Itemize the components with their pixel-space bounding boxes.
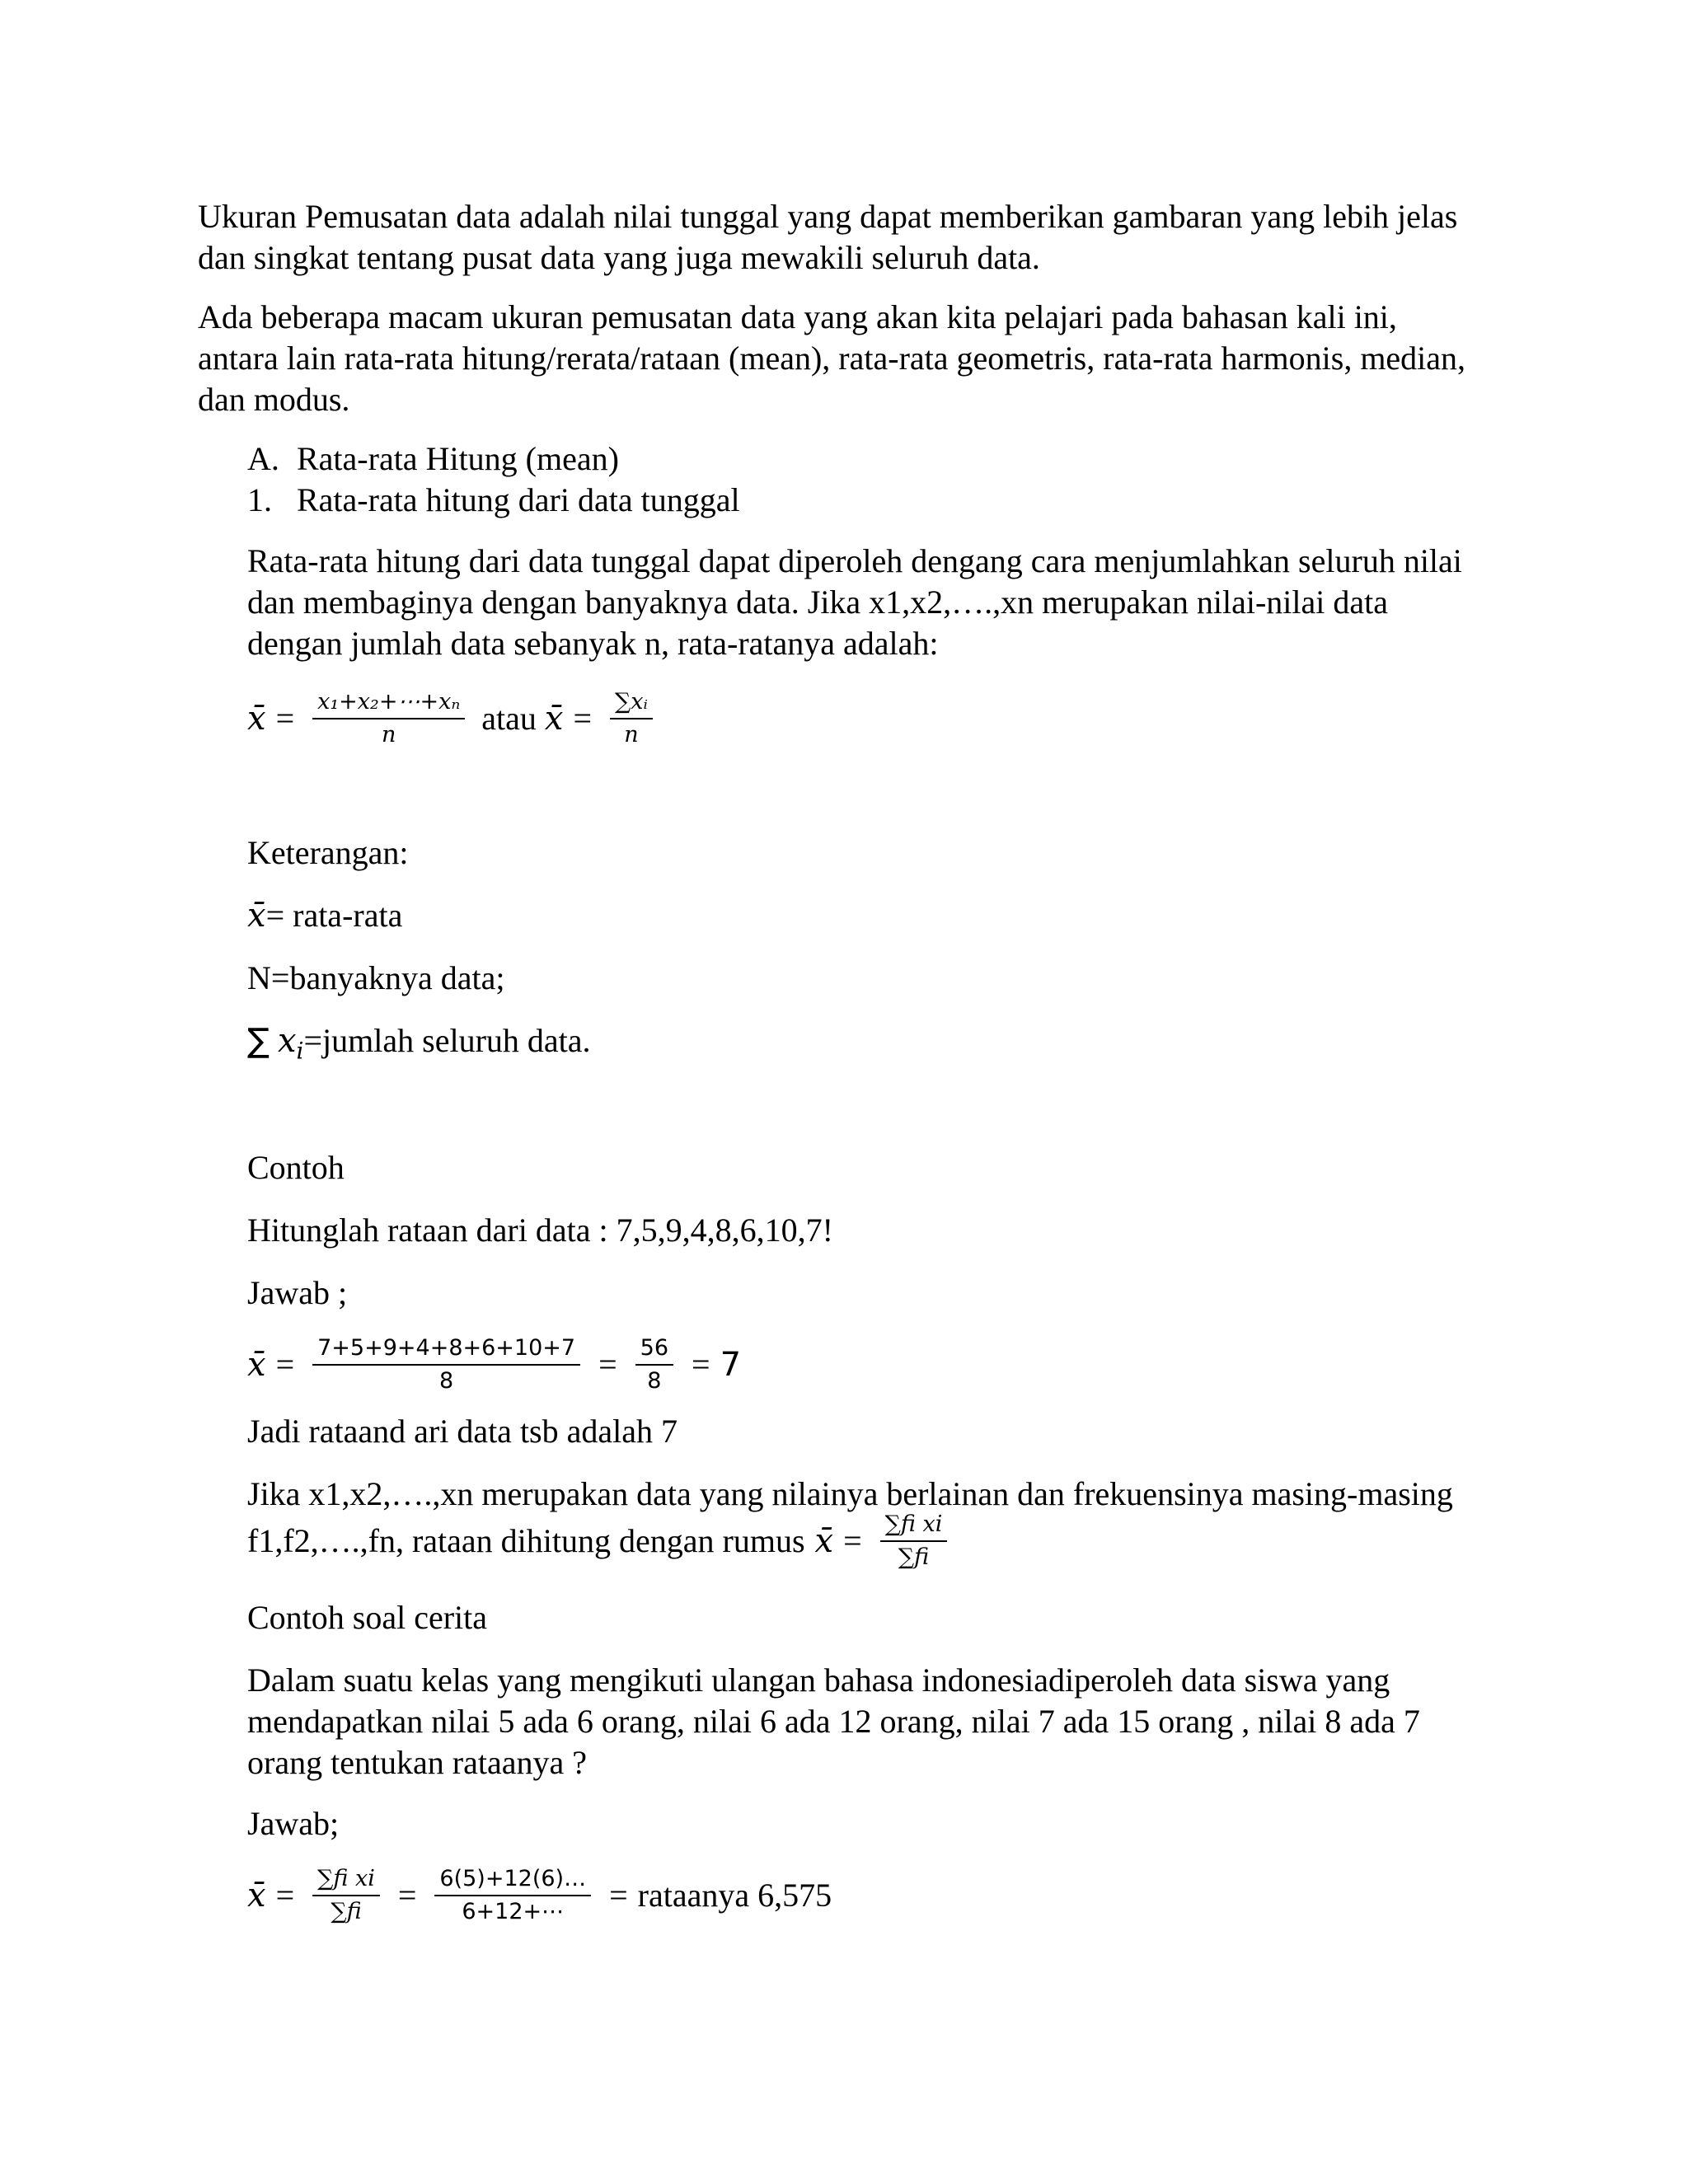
heading-a-marker: A. [247, 440, 279, 477]
keterangan-item-3-text: =jumlah seluruh data. [303, 1022, 591, 1059]
xbar-symbol-5: x̄ [814, 1522, 834, 1560]
keterangan-item-2: N=banyaknya data; [247, 959, 505, 996]
freq-fraction-numerator: ∑fi xi [880, 1511, 948, 1542]
mean-formula [247, 677, 661, 760]
freq-fraction [880, 1511, 948, 1572]
heading-1-marker: 1. [247, 481, 272, 518]
types-line-1: Ada beberapa macam ukuran pemusatan data yang akan kita pelajari pada bahasan kali ini, [198, 298, 1397, 335]
cerita-fraction-2 [434, 1865, 591, 1926]
cerita-fraction-1 [312, 1865, 380, 1926]
types-line-3: dan modus. [198, 381, 350, 418]
contoh-fraction-2 [635, 1334, 673, 1395]
equals-sign-4: = [598, 1346, 617, 1383]
section-headings [247, 438, 740, 521]
mean-fraction-1-denominator: n [382, 722, 396, 748]
contoh-fraction-2-denominator: 8 [647, 1368, 662, 1394]
xbar-symbol-3: x̄ [247, 897, 266, 935]
contoh-conclusion: Jadi rataand ari data tsb adalah 7 [247, 1413, 678, 1450]
equals-sign-7: = [275, 1877, 295, 1914]
contoh-title: Contoh [247, 1149, 345, 1186]
equals-sign-9: = [609, 1877, 628, 1914]
cerita-formula [247, 1854, 832, 1937]
mean-fraction-2 [610, 688, 653, 749]
freq-line-2-text: f1,f2,….,fn, rataan dihitung dengan rumus [247, 1522, 805, 1559]
cerita-paragraph [247, 1660, 1500, 1783]
types-paragraph [198, 297, 1500, 420]
contoh-fraction-1-denominator: 8 [439, 1368, 454, 1394]
xbar-symbol-6: x̄ [247, 1877, 266, 1915]
intro-line-1: Ukuran Pemusatan data adalah nilai tunggal yang dapat memberikan gambaran yang lebih jelas [198, 198, 1458, 235]
equals-sign-3: = [275, 1346, 295, 1383]
atau-label: atau [481, 700, 537, 737]
cerita-title: Contoh soal cerita [247, 1599, 488, 1636]
contoh-fraction-1 [312, 1334, 580, 1395]
contoh-question: Hitunglah rataan dari data : 7,5,9,4,8,6,10,7! [247, 1212, 833, 1249]
keterangan-item-3 [247, 1020, 1500, 1071]
equals-sign-6: = [843, 1522, 862, 1559]
mean-fraction-1 [312, 688, 465, 749]
heading-a-text: Rata-rata Hitung (mean) [297, 440, 619, 477]
heading-1-text: Rata-rata hitung dari data tunggal [297, 481, 740, 518]
definition-line-1: Rata-rata hitung dari data tunggal dapat diperoleh dengang cara menjumlahkan seluruh nilai [247, 542, 1462, 579]
keterangan-title: Keterangan: [247, 834, 409, 871]
intro-paragraph [198, 196, 1500, 279]
mean-fraction-1-numerator: x₁+x₂+⋯+xₙ [312, 688, 465, 719]
mean-fraction-2-numerator: ∑xᵢ [610, 688, 653, 719]
equals-sign-8: = [397, 1877, 417, 1914]
contoh-jawab: Jawab ; [247, 1274, 348, 1311]
definition-line-3: dengan jumlah data sebanyak n, rata-ratanya adalah: [247, 625, 939, 662]
xbar-symbol: x̄ [247, 700, 266, 738]
sum-subscript: i [296, 1037, 304, 1065]
keterangan-item-1-text: = rata-rata [265, 897, 403, 934]
intro-line-2: dan singkat tentang pusat data yang juga mewakili seluruh data. [198, 239, 1040, 276]
heading-a [247, 438, 740, 480]
heading-1 [247, 480, 740, 521]
freq-line-2 [247, 1508, 955, 1574]
cerita-fraction-1-numerator: ∑fi xi [312, 1865, 380, 1896]
sum-variable: x [277, 1022, 297, 1060]
cerita-jawab: Jawab; [247, 1805, 340, 1842]
freq-line-1: Jika x1,x2,….,xn merupakan data yang nilainya berlainan dan frekuensinya masing-masing [247, 1475, 1453, 1512]
equals-sign-2: = [573, 700, 593, 737]
cerita-result: rataanya 6,575 [637, 1877, 832, 1914]
equals-sign-5: = [692, 1346, 710, 1383]
contoh-formula [247, 1324, 741, 1406]
definition-line-2: dan membaginya dengan banyaknya data. Jika x1,x2,….,xn merupakan nilai-nilai data [247, 583, 1389, 621]
equals-sign: = [275, 700, 295, 737]
sum-symbol: ∑ [247, 1022, 270, 1060]
cerita-line-1: Dalam suatu kelas yang mengikuti ulangan bahasa indonesiadiperoleh data siswa yang [247, 1661, 1390, 1699]
contoh-fraction-2-numerator: 56 [635, 1334, 673, 1366]
types-line-2: antara lain rata-rata hitung/rerata/rataan (mean), rata-rata geometris, rata-rata harmonis, median, [198, 340, 1466, 377]
freq-fraction-denominator: ∑fi [898, 1544, 930, 1570]
cerita-fraction-2-numerator: 6(5)+12(6)… [434, 1865, 591, 1896]
contoh-result: 7 [720, 1346, 742, 1384]
mean-fraction-2-denominator: n [624, 722, 639, 748]
xbar-symbol-2: x̄ [544, 700, 564, 738]
xbar-symbol-4: x̄ [247, 1346, 266, 1384]
keterangan-item-1 [247, 895, 1500, 936]
cerita-line-2: mendapatkan nilai 5 ada 6 orang, nilai 6 ada 12 orang, nilai 7 ada 15 orang , nilai 8 ada 7 [247, 1703, 1420, 1740]
cerita-fraction-2-denominator: 6+12+⋯ [462, 1899, 565, 1924]
cerita-fraction-1-denominator: ∑fi [331, 1899, 362, 1924]
definition-paragraph [247, 541, 1500, 664]
contoh-fraction-1-numerator: 7+5+9+4+8+6+10+7 [312, 1334, 580, 1366]
cerita-line-3: orang tentukan rataanya ? [247, 1744, 588, 1781]
